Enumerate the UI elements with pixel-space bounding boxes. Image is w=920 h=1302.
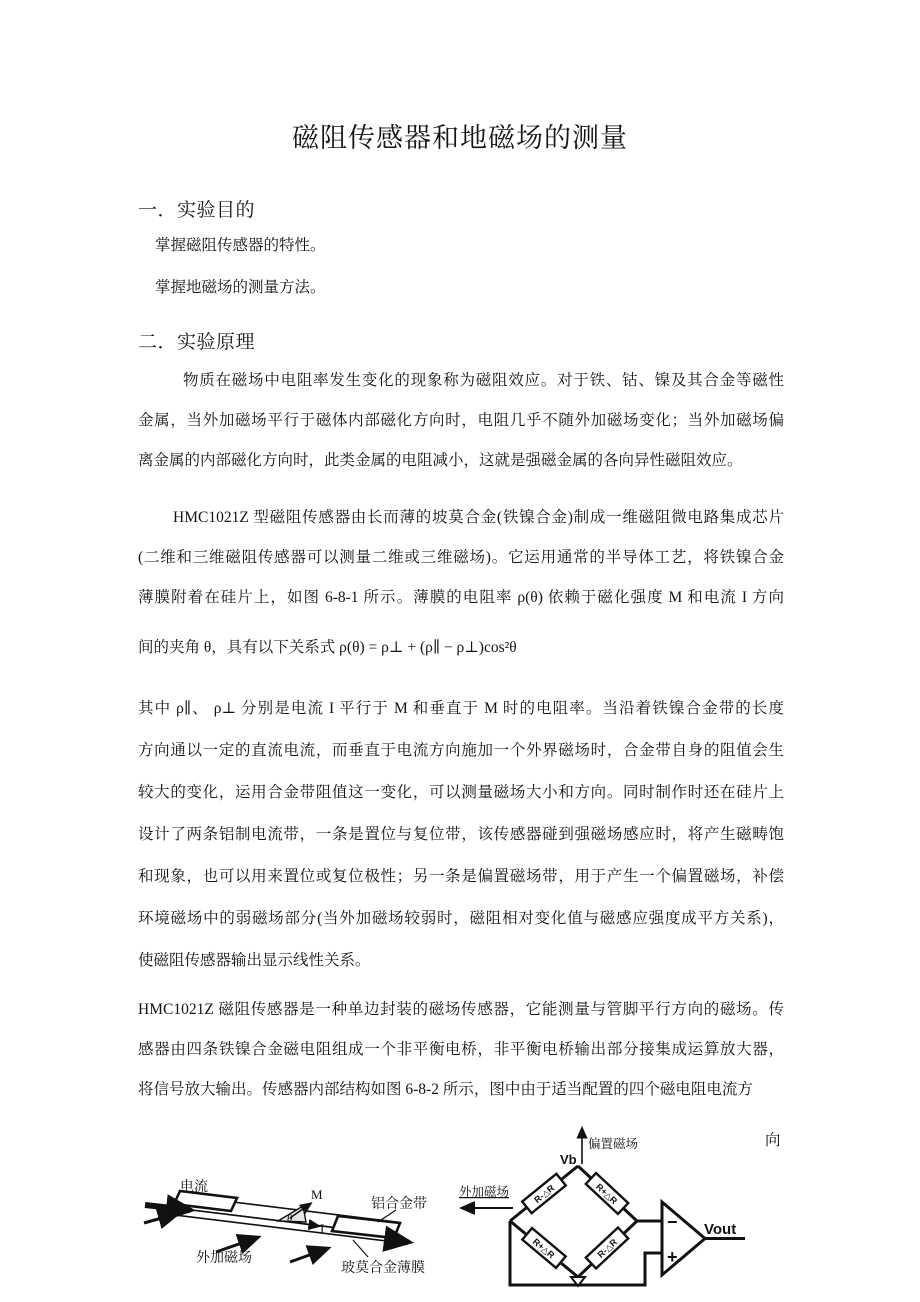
paragraph-line: 离金属的内部磁化方向时，此类金属的电阻减小，这就是强磁金属的各向异性磁阻效应。 xyxy=(138,452,743,469)
resistor-label: R-△R xyxy=(532,1182,557,1205)
paragraph-line: 将信号放大输出。传感器内部结构如图 6-8-2 所示，图中由于适当配置的四个磁电阻电流方 xyxy=(138,1081,753,1098)
vb-label: Vb xyxy=(560,1152,577,1167)
bias-field-label: 偏置磁场 xyxy=(588,1137,639,1151)
field-arrow-icon xyxy=(290,1249,326,1262)
wrap-character: 向 xyxy=(765,1132,781,1149)
paragraph-line: 设计了两条铝制电流带，一条是置位与复位带，该传感器碰到强磁场感应时，将产生磁畴饱 xyxy=(138,826,784,843)
i-vector-label: I xyxy=(320,1221,325,1236)
resistor-label: R-△R xyxy=(595,1236,620,1260)
figure-6-8-1 xyxy=(140,1165,460,1302)
resistor-label: R+△R xyxy=(594,1181,620,1207)
paragraph-line: HMC1021Z 型磁阻传感器由长而薄的坡莫合金(铁镍合金)制成一维磁阻微电路集成芯片 xyxy=(173,509,784,526)
paragraph-line: 感器由四条铁镍合金磁电阻组成一个非平衡电桥，非平衡电桥输出部分接集成运算放大器， xyxy=(138,1041,784,1058)
aluminum-band-label: 铝合金带 xyxy=(371,1197,427,1212)
paragraph-line: 使磁阻传感器输出显示线性关系。 xyxy=(138,952,371,969)
paragraph-line: 薄膜附着在硅片上，如图 6-8-1 所示。薄膜的电阻率 ρ(θ) 依赖于磁化强度 M 和电流 I 方向 xyxy=(138,589,784,606)
m-vector-label: M xyxy=(311,1187,323,1202)
paragraph-line: 环境磁场中的弱磁场部分(当外加磁场较弱时，磁阻相对变化值与磁感应强度成平方关系)， xyxy=(138,910,784,927)
paragraph-line: 金属，当外加磁场平行于磁体内部磁化方向时，电阻几乎不随外加磁场变化；当外加磁场偏 xyxy=(138,412,784,429)
paragraph xyxy=(138,697,784,991)
paragraph-line: 其中 ρ∥、 ρ⊥ 分别是电流 I 平行于 M 和垂直于 M 时的电阻率。当沿着铁镍合金带的长度 xyxy=(138,700,784,717)
resistor-bottom-right xyxy=(586,1228,628,1269)
purpose-item-1: 掌握磁阻传感器的特性。 xyxy=(155,237,326,254)
op-amp-minus-label: − xyxy=(667,1212,678,1232)
figure-6-8-2 xyxy=(455,1120,760,1302)
paragraph-line: 间的夹角 θ，具有以下关系式 ρ(θ) = ρ⊥ + (ρ∥ − ρ⊥)cos²θ xyxy=(138,639,517,656)
external-field-label: 外加磁场 xyxy=(459,1185,510,1199)
paragraph xyxy=(138,998,784,1118)
paragraph-line: (二维和三维磁阻传感器可以测量二维或三维磁场)。它运用通常的半导体工艺，将铁镍合金 xyxy=(138,549,784,566)
document-title: 磁阻传感器和地磁场的测量 xyxy=(292,123,628,153)
section-heading-purpose: 一．实验目的 xyxy=(138,200,256,221)
current-label: 电流 xyxy=(180,1180,208,1195)
resistor-label: R+△R xyxy=(530,1236,557,1261)
section-heading-principle: 二．实验原理 xyxy=(138,332,256,353)
resistor-bottom-left xyxy=(522,1228,565,1268)
field-arrow-icon xyxy=(216,1238,256,1252)
bridge-diamond xyxy=(510,1166,637,1277)
paragraph xyxy=(138,506,784,676)
purpose-item-2: 掌握地磁场的测量方法。 xyxy=(155,279,326,296)
resistor-top-right xyxy=(586,1173,628,1214)
resistor-top-left xyxy=(522,1174,566,1213)
theta-label: θ xyxy=(287,1213,293,1225)
field-arrow-icon xyxy=(144,1214,176,1223)
vout-label: Vout xyxy=(704,1221,737,1238)
film-pointer-line xyxy=(353,1240,368,1257)
paragraph-line: 方向通以一定的直流电流，而垂直于电流方向施加一个外界磁场时，合金带自身的阻值会生 xyxy=(138,742,784,759)
external-field-label: 外加磁场 xyxy=(196,1251,252,1266)
paragraph xyxy=(138,369,784,489)
paragraph-line: HMC1021Z 磁阻传感器是一种单边封装的磁场传感器，它能测量与管脚平行方向的磁场。传 xyxy=(138,1001,784,1018)
current-out-arrow-icon xyxy=(386,1239,408,1242)
paragraph-line: 和现象，也可以用来置位或复位极性；另一条是偏置磁场带，用于产生一个偏置磁场，补偿 xyxy=(138,868,784,885)
paragraph-line: 较大的变化，运用合金带阻值这一变化，可以测量磁场大小和方向。同时制作时还在硅片上 xyxy=(138,784,784,801)
op-amp-plus-label: + xyxy=(667,1247,678,1267)
permalloy-film-label: 玻莫合金薄膜 xyxy=(341,1261,425,1276)
paragraph-line: 物质在磁场中电阻率发生变化的现象称为磁阻效应。对于铁、钴、镍及其合金等磁性 xyxy=(183,372,784,389)
